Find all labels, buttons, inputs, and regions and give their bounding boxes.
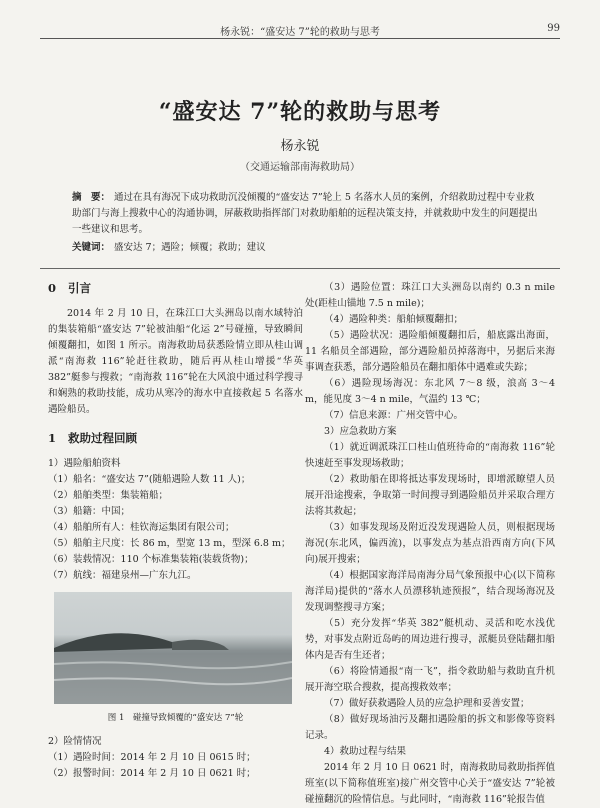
list-item: （1）船名：“盛安达 7”(随船遇险人数 11 人)； [48,474,251,485]
list-item: 1）遇险船舶资料 [48,458,121,469]
left-column [48,280,303,782]
list-item: （4）船舶所有人：桂钦海运集团有限公司； [48,522,235,533]
list-item: （6）将险情通报“南一飞”，指令救助船与救助直升机展开海空联合搜救，提高搜救效率； [305,666,555,693]
keywords-text: 盛安达 7；遇险；倾覆；救助；建议 [114,242,266,253]
right-column [305,280,555,808]
incident-detail-list [305,280,555,760]
list-item: （2）船舶类型：集装箱船； [48,490,169,501]
list-item: （3）遇险位置：珠江口大头洲岛以南约 0.3 n mile 处(距桂山锚地 7.5 n mile)； [305,282,555,309]
list-item: （7）做好获救遇险人员的应急护理和妥善安置； [324,698,530,709]
list-item: （4）根据国家海洋局南海分局气象预报中心(以下简称海洋局)提供的“落水人员漂移轨迹预报”，结合现场海况及发现调整搜寻方案； [305,570,555,613]
list-item: （6）遇险现场海况：东北风 7～8 级，浪高 3～4 m，能见度 3～4 n mile，气温约 13 ℃； [305,378,555,405]
abstract-label: 摘 要： [72,192,111,203]
list-item: 4）救助过程与结果 [324,746,407,757]
incident-info-list [48,734,303,782]
list-item: 2）险情情况 [48,736,102,747]
keywords-label: 关键词： [72,242,111,253]
abstract-divider [40,268,560,269]
list-item: （6）装载情况：110 个标准集装箱(装载货物)； [48,554,254,565]
running-title: 杨永锐：“盛安达 7”轮的救助与思考 [220,27,380,38]
list-item: （2）报警时间：2014 年 2 月 10 日 0621 时； [48,768,256,779]
section-heading-intro [48,280,303,296]
list-item: （5）充分发挥“华英 382”艇机动、灵活和吃水浅优势，对事发点附近岛屿的周边进行搜寻，派艇员登陆翻扣船体内是否有生还者； [305,618,555,661]
list-item: 3）应急救助方案 [324,426,397,437]
ship-photo-graphic [54,592,292,704]
section-number: 1 [48,431,57,445]
list-item: （1）遇险时间：2014 年 2 月 10 日 0615 时； [48,752,256,763]
list-item: （8）做好现场油污及翻扣遇险船的拆文和影像等资料记录。 [305,714,555,741]
intro-paragraph: 2014 年 2 月 10 日，在珠江口大头洲岛以南水域特泊的集装箱船“盛安达 7”轮被油船“化运 2”号碰撞，导致瞬间倾覆翻扣，如图 1 所示。南海救助局获悉险情立即从桂山调派“南海救 116”轮赶往救助，随后再从桂山增援“华英 382”艇参与搜救；“南海救 116”轮在大风浪中通过科学搜寻和娴熟的救助技能，成功从寒冷的海水中直接救起 5 名落水遇险船员。 [48,308,303,415]
article-author: 杨永锐 [280,139,320,154]
list-item: （5）船舶主尺度：长 86 m，型宽 13 m，型深 6.8 m； [48,538,291,549]
list-item: （7）信息来源：广州交管中心。 [324,410,464,421]
rescue-process-paragraph: 2014 年 2 月 10 日 0621 时，南海救助局救助指挥值班室(以下简称值班室)接广州交管中心关于“盛安达 7”轮被碰撞翻沉的险情信息。与此同时，“南海救 116”轮报告值 [305,762,555,805]
list-item: （4）遇险种类：船舶倾覆翻扣； [324,314,464,325]
list-item: （5）遇险状况：遇险船倾覆翻扣后，船底露出海面，11 名船员全部遇险，部分遇险船员掉落海中，另据后来海事调查获悉，部分遇险船员在翻扣船体中遇难或失踪； [305,330,555,373]
article-affiliation: （交通运输部南海救助局） [240,162,360,173]
list-item: （3）如事发现场及附近没发现遇险人员，则根据现场海况(东北风，偏西流)，以事发点为基点沿西南方向(下风向)展开搜索； [305,522,555,565]
list-item: （7）航线：福建泉州—广东九江。 [48,570,197,581]
list-item: （2）救助船在即将抵达事发现场时，即增派瞭望人员展开沿途搜索，争取第一时间搜寻到遇险船员并采取合理方法将其救起； [305,474,555,517]
abstract [72,190,540,238]
list-item: （1）就近调派珠江口桂山值班待命的“南海救 116”轮快速赶至事发现场救助； [305,442,555,469]
article-title: “盛安达 7”轮的救助与思考 [158,99,442,125]
figure-caption: 图 1 碰撞导致倾覆的“盛安达 7”轮 [107,713,244,723]
list-item: （3）船籍：中国； [48,506,131,517]
abstract-text: 通过在具有海况下成功救助沉没倾覆的“盛安达 7”轮上 5 名落水人员的案例，介绍救助过程中专业救助部门与海上搜救中心的沟通协调，屏蔽救助指挥部门对救助船舶的远程决策支持，并就救助中发生的问题提出一些建议和思考。 [72,192,538,235]
keywords [72,240,540,256]
running-header [40,22,560,39]
section-heading-rescue [48,430,303,446]
section-title: 引言 [68,281,91,295]
section-number: 0 [48,281,57,295]
section-title: 救助过程回顾 [68,431,137,445]
vessel-info-list [48,456,303,584]
capsized-ship-photo [54,592,292,704]
abstract-block [72,190,540,256]
page-number: 99 [547,23,560,34]
